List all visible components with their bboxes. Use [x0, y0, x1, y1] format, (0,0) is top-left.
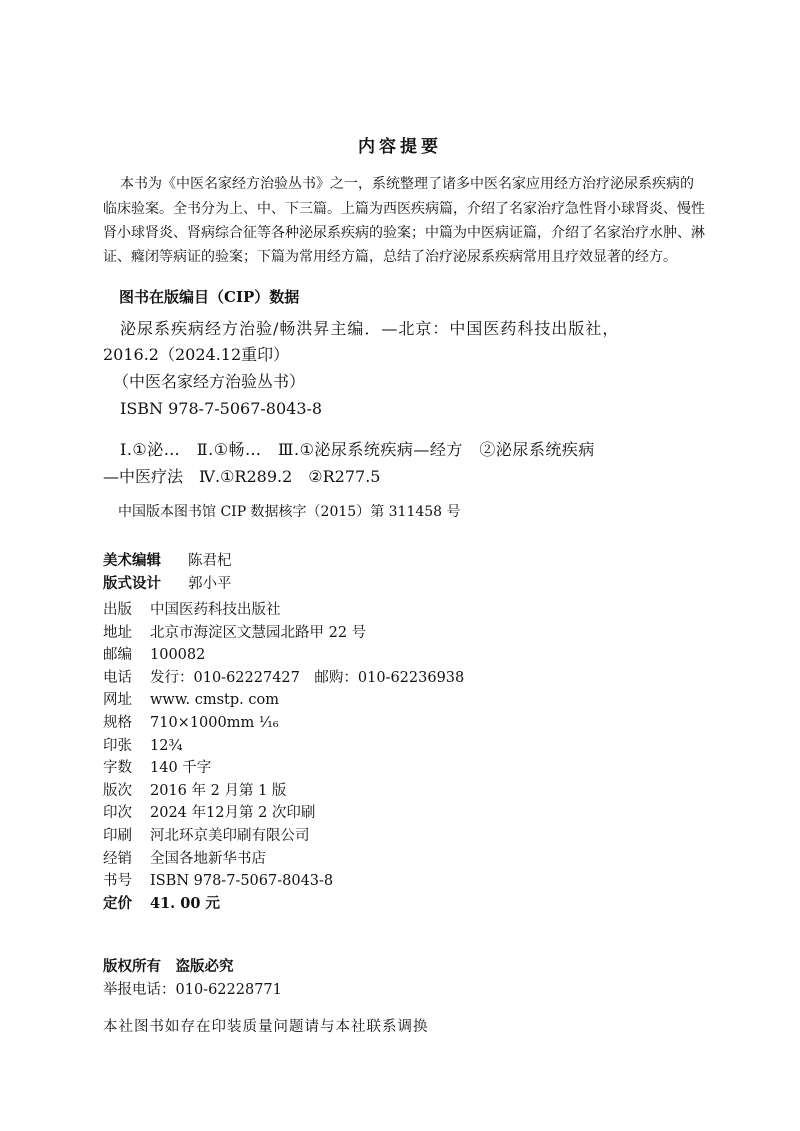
staff-label: 美术编辑	[103, 552, 161, 569]
info-label: 字数	[103, 760, 132, 777]
info-label: 版次	[103, 782, 132, 799]
info-value: 河北环京美印刷有限公司	[150, 828, 310, 844]
info-label: 印刷	[103, 828, 132, 844]
cip-classification: Ⅰ.①泌… Ⅱ.①畅… Ⅲ.①泌尿系统疾病—经方 ②泌尿系统疾病	[120, 440, 595, 459]
report-phone: 举报电话：010-62228771	[103, 982, 282, 998]
info-value: www. cmstp. com	[150, 692, 279, 709]
info-label: 定价	[103, 894, 132, 912]
cip-line: （中医名家经方治验丛书）	[113, 372, 306, 391]
info-label: 网址	[103, 692, 132, 709]
rights-notice: 版权所有 盗版必究	[103, 958, 234, 975]
staff-value: 陈君杞	[188, 553, 232, 569]
info-value: 发行：010-62227427 邮购：010-62236938	[150, 669, 465, 686]
staff-label: 版式设计	[103, 575, 161, 592]
summary-line: 临床验案。全书分为上、中、下三篇。上篇为西医疾病篇，介绍了名家治疗急性肾小球肾炎、慢性	[103, 201, 705, 217]
info-label: 地址	[103, 624, 132, 641]
info-value: 中国医药科技出版社	[150, 602, 281, 618]
info-value: 100082	[150, 647, 206, 664]
info-label: 书号	[103, 873, 132, 890]
info-value: 北京市海淀区文慧园北路甲 22 号	[150, 624, 367, 641]
info-value: 2024 年12月第 2 次印刷	[150, 805, 316, 822]
info-value: 12¾	[150, 737, 183, 754]
info-label: 经销	[103, 850, 132, 867]
info-label: 印次	[103, 805, 132, 822]
info-label: 邮编	[103, 647, 132, 664]
summary-line: 证、癃闭等病证的验案；下篇为常用经方篇，总结了治疗泌尿系疾病常用且疗效显著的经方。	[103, 249, 677, 265]
info-label: 电话	[103, 669, 132, 686]
info-value: 710×1000mm ⅟₁₆	[150, 715, 279, 731]
info-value: 全国各地新华书店	[150, 850, 266, 867]
cip-line: 2016.2（2024.12重印）	[103, 345, 290, 364]
info-label: 规格	[103, 715, 132, 731]
cip-line: 泌尿系疾病经方治验/畅洪昇主编．—北京：中国医药科技出版社，	[120, 319, 620, 338]
cip-isbn: ISBN 978-7-5067-8043-8	[120, 399, 323, 418]
info-value: ISBN 978-7-5067-8043-8	[150, 873, 334, 890]
info-value: 140 千字	[150, 760, 212, 777]
info-label: 印张	[103, 737, 132, 754]
summary-title: 内容提要	[358, 137, 442, 157]
quality-notice: 本社图书如存在印装质量问题请与本社联系调换	[103, 1019, 429, 1035]
info-label: 出版	[103, 602, 132, 618]
cip-classification: —中医疗法 Ⅳ.①R289.2 ②R277.5	[103, 467, 381, 486]
info-value: 2016 年 2 月第 1 版	[150, 782, 287, 799]
info-value: 41. 00 元	[150, 894, 221, 912]
summary-line: 本书为《中医名家经方治验丛书》之一，系统整理了诸多中医名家应用经方治疗泌尿系疾病的	[120, 176, 694, 192]
summary-line: 肾小球肾炎、肾病综合征等各种泌尿系疾病的验案；中篇为中医病证篇，介绍了名家治疗水肿、淋	[103, 225, 705, 241]
cip-heading: 图书在版编目（CIP）数据	[119, 288, 300, 306]
staff-value: 郭小平	[188, 576, 232, 592]
cip-record: 中国版本图书馆 CIP 数据核字（2015）第 311458 号	[118, 504, 461, 520]
